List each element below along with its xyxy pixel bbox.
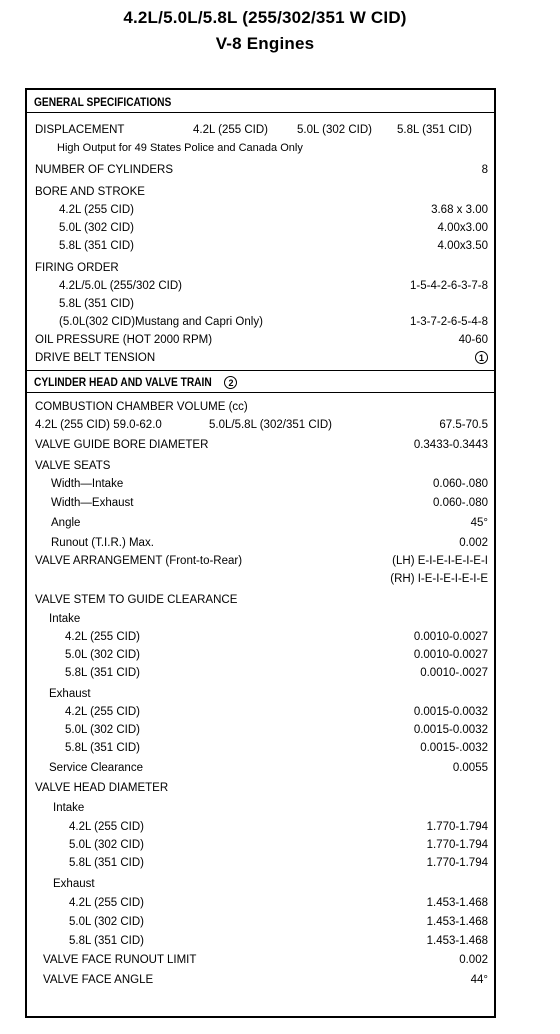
head-intake-item-label: 5.0L (302 CID) [69,839,144,851]
stem-exhaust-item-label: 5.8L (351 CID) [65,742,140,754]
bore-stroke-row [27,184,494,201]
combustion-detail-b: 5.0L/5.8L (302/351 CID) [209,419,332,431]
cylinders-row [27,162,494,179]
valve-seats-row [27,458,494,475]
bore-stroke-item-label: 5.0L (302 CID) [59,222,134,234]
drive-belt-label: DRIVE BELT TENSION [35,352,156,364]
combustion-detail-a: 4.2L (255 CID) 59.0-62.0 [35,419,162,431]
oil-pressure-value: 40-60 [458,334,488,346]
head-intake-label: Intake [53,802,85,814]
valve-arrangement-rh: (RH) I-E-I-E-I-E-I-E [390,573,488,585]
head-intake-item [27,819,494,836]
valve-seats-item [27,476,494,493]
service-clearance-label: Service Clearance [49,762,143,774]
stem-intake-item-label: 5.0L (302 CID) [65,649,140,661]
stem-exhaust-item [27,722,494,739]
spec-table [25,88,496,1018]
stem-exhaust-item [27,740,494,757]
face-runout-label: VALVE FACE RUNOUT LIMIT [43,954,197,966]
stem-intake-item [27,629,494,646]
valve-seats-item [27,515,494,532]
face-runout-value: 0.002 [459,954,488,966]
bore-stroke-item [27,220,494,237]
head-intake-item-label: 4.2L (255 CID) [69,821,144,833]
head-exhaust-item [27,933,494,950]
document-title: 4.2L/5.0L/5.8L (255/302/351 W CID) [123,8,407,27]
displacement-note: High Output for 49 States Police and Canada Only [57,142,303,154]
stem-intake-item [27,647,494,664]
bore-stroke-item-value: 4.00x3.00 [437,222,488,234]
stem-exhaust-item [27,704,494,721]
head-intake-item [27,837,494,854]
face-angle-label: VALVE FACE ANGLE [43,974,154,986]
firing-order-item [27,296,494,313]
valve-seats-label: VALVE SEATS [35,460,111,472]
head-exhaust-item-label: 5.8L (351 CID) [69,935,144,947]
head-diameter-row [27,780,494,797]
combustion-label: COMBUSTION CHAMBER VOLUME (cc) [35,401,248,413]
guide-bore-label: VALVE GUIDE BORE DIAMETER [35,439,209,451]
valve-seats-item-label: Width—Exhaust [51,497,134,509]
displacement-42: 4.2L (255 CID) [193,124,268,136]
bore-stroke-item-label: 4.2L (255 CID) [59,204,134,216]
bore-stroke-label: BORE AND STROKE [35,186,145,198]
stem-intake-row [27,611,494,628]
head-exhaust-item-label: 4.2L (255 CID) [69,897,144,909]
footnote-1-icon: 1 [475,351,488,364]
cyl-head-title: CYLINDER HEAD AND VALVE TRAIN [34,375,212,389]
drive-belt-row [27,350,494,367]
stem-exhaust-row [27,686,494,703]
firing-order-item [27,278,494,295]
stem-clearance-label: VALVE STEM TO GUIDE CLEARANCE [35,594,238,606]
head-exhaust-row [27,876,494,893]
valve-seats-item-value: 0.002 [459,537,488,549]
valve-arrangement-lh: (LH) E-I-E-I-E-I-E-I [392,555,488,567]
stem-exhaust-item-label: 5.0L (302 CID) [65,724,140,736]
stem-intake-item-label: 4.2L (255 CID) [65,631,140,643]
valve-arrangement-row-2 [27,571,494,588]
document-subtitle: V-8 Engines [215,34,315,53]
valve-arrangement-row [27,553,494,570]
stem-intake-label: Intake [49,613,81,625]
head-intake-row [27,800,494,817]
valve-seats-item-value: 0.060-.080 [433,478,488,490]
cylinders-value: 8 [481,164,488,176]
head-exhaust-label: Exhaust [53,878,95,890]
firing-order-item-label: 4.2L/5.0L (255/302 CID) [59,280,182,292]
head-intake-item-value: 1.770-1.794 [426,839,488,851]
divider [27,392,494,393]
divider [27,370,494,371]
oil-pressure-label: OIL PRESSURE (HOT 2000 RPM) [35,334,213,346]
valve-seats-item-label: Width—Intake [51,478,124,490]
face-angle-value: 44° [470,974,488,986]
stem-exhaust-item-value: 0.0015-.0032 [420,742,488,754]
stem-exhaust-label: Exhaust [49,688,91,700]
bore-stroke-item-value: 3.68 x 3.00 [431,204,488,216]
face-angle-row [27,972,494,989]
stem-intake-item [27,665,494,682]
firing-order-item-label: (5.0L(302 CID)Mustang and Capri Only) [59,316,263,328]
bore-stroke-item [27,202,494,219]
head-exhaust-item-value: 1.453-1.468 [426,935,488,947]
bore-stroke-item-label: 5.8L (351 CID) [59,240,134,252]
displacement-58: 5.8L (351 CID) [397,124,472,136]
firing-order-row [27,260,494,277]
head-exhaust-item-label: 5.0L (302 CID) [69,916,144,928]
valve-seats-item-label: Angle [51,517,81,529]
head-exhaust-item-value: 1.453-1.468 [426,916,488,928]
guide-bore-value: 0.3433-0.3443 [413,439,488,451]
general-specs-title: GENERAL SPECIFICATIONS [34,95,172,109]
service-clearance-row [27,760,494,777]
stem-intake-item-value: 0.0010-0.0027 [413,631,488,643]
valve-seats-item-value: 0.060-.080 [433,497,488,509]
firing-order-item-value: 1-5-4-2-6-3-7-8 [410,280,488,292]
stem-exhaust-item-value: 0.0015-0.0032 [413,724,488,736]
firing-order-item [27,314,494,331]
divider [27,112,494,113]
stem-exhaust-item-value: 0.0015-0.0032 [413,706,488,718]
stem-intake-item-label: 5.8L (351 CID) [65,667,140,679]
displacement-label: DISPLACEMENT [35,124,125,136]
displacement-50: 5.0L (302 CID) [297,124,372,136]
general-specs-header [27,92,494,113]
firing-order-label: FIRING ORDER [35,262,119,274]
head-exhaust-item [27,914,494,931]
combustion-value: 67.5-70.5 [439,419,488,431]
stem-intake-item-value: 0.0010-.0027 [420,667,488,679]
valve-seats-item-value: 45° [470,517,488,529]
service-clearance-value: 0.0055 [452,762,488,774]
firing-order-item-label: 5.8L (351 CID) [59,298,134,310]
valve-arrangement-label: VALVE ARRANGEMENT (Front-to-Rear) [35,555,243,567]
bore-stroke-item-value: 4.00x3.50 [437,240,488,252]
oil-pressure-row [27,332,494,349]
head-intake-item-label: 5.8L (351 CID) [69,857,144,869]
valve-seats-item-label: Runout (T.I.R.) Max. [51,537,154,549]
head-intake-item [27,855,494,872]
valve-seats-item [27,535,494,552]
face-runout-row [27,952,494,969]
guide-bore-row [27,437,494,454]
head-intake-item-value: 1.770-1.794 [426,821,488,833]
combustion-row [27,399,494,416]
stem-intake-item-value: 0.0010-0.0027 [413,649,488,661]
drive-belt-value [475,350,488,367]
displacement-row [27,122,494,139]
firing-order-item-value: 1-3-7-2-6-5-4-8 [410,316,488,328]
head-exhaust-item-value: 1.453-1.468 [426,897,488,909]
stem-exhaust-item-label: 4.2L (255 CID) [65,706,140,718]
cyl-head-header [27,372,494,393]
bore-stroke-item [27,238,494,255]
stem-clearance-row [27,592,494,609]
combustion-detail-row [27,417,494,434]
footnote-2-icon: 2 [224,376,237,389]
valve-seats-item [27,495,494,512]
head-exhaust-item [27,895,494,912]
head-diameter-label: VALVE HEAD DIAMETER [35,782,169,794]
cylinders-label: NUMBER OF CYLINDERS [35,164,174,176]
displacement-note-row [27,140,494,157]
head-intake-item-value: 1.770-1.794 [426,857,488,869]
